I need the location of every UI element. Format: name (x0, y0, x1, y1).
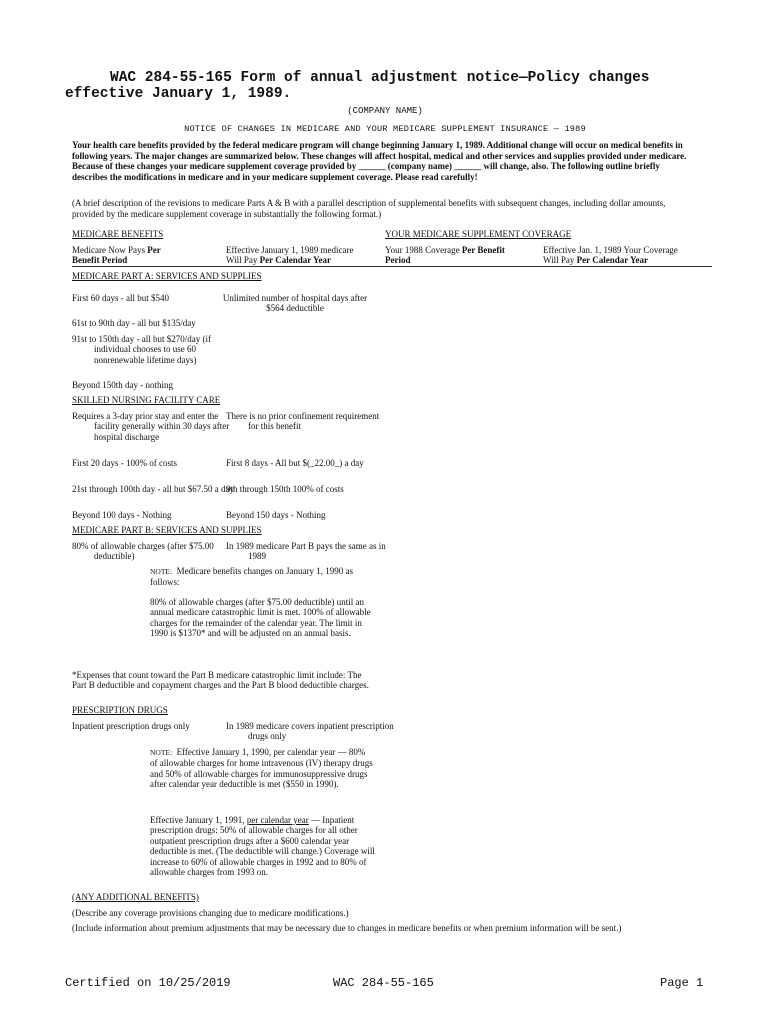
snf-row-1-left: Requires a 3-day prior stay and enter the facility generally within 30 days after hospital discharge (72, 411, 230, 442)
column-header-4: Effective Jan. 1, 1989 Your Coverage Will Pay Per Calendar Year (543, 245, 678, 266)
snf-row-4-left: Beyond 100 days - Nothing (72, 510, 172, 520)
part-a-row-1-right: Unlimited number of hospital days after $564 deductible (222, 293, 368, 314)
snf-row-3-right: 9th through 150th 100% of costs (226, 484, 344, 494)
additional-line-1: (Describe any coverage provisions changing due to medicare modifications.) (72, 908, 349, 918)
brief-description: (A brief description of the revisions to medicare Parts A & B with a parallel description of supplemental benefits with subsequent changes, including dollar amounts, provided by the medicare supplement coverage in substantially the following format.) (72, 198, 666, 219)
rx-row-1-left: Inpatient prescription drugs only (72, 721, 190, 731)
rx-title: PRESCRIPTION DRUGS (72, 705, 168, 715)
snf-row-4-right: Beyond 150 days - Nothing (226, 510, 326, 520)
part-b-row-1-right: In 1989 medicare Part B pays the same as in 1989 (226, 541, 386, 562)
notice-title: NOTICE OF CHANGES IN MEDICARE AND YOUR MEDICARE SUPPLEMENT INSURANCE — 1989 (184, 124, 586, 134)
column-header-1: Medicare Now Pays Per Benefit Period (72, 245, 161, 266)
part-b-footnote: *Expenses that count toward the Part B medicare catastrophic limit include: The Part B deductible and copayment charges and the Part B blood deductible charges. (72, 670, 369, 691)
snf-row-2-left: First 20 days - 100% of costs (72, 458, 177, 468)
part-b-note-1: NOTE: Medicare benefits changes on January 1, 1990 as follows: (150, 566, 354, 588)
section-heading (65, 70, 725, 102)
note-label: NOTE: (150, 567, 173, 576)
rx-row-1-right: In 1989 medicare covers inpatient prescription drugs only (226, 721, 394, 742)
snf-title: SKILLED NURSING FACILITY CARE (72, 395, 221, 405)
medicare-benefits-header: MEDICARE BENEFITS (72, 229, 164, 239)
column-header-3: Your 1988 Coverage Per Benefit Period (385, 245, 505, 266)
header-rule (72, 266, 712, 267)
part-b-row-1-left: 80% of allowable charges (after $75.00 deductible) (72, 541, 214, 562)
part-a-row-1-left: First 60 days - all but $540 (72, 293, 169, 303)
part-b-title: MEDICARE PART B: SERVICES AND SUPPLIES (72, 525, 262, 535)
rx-note-1: NOTE: Effective January 1, 1990, per calendar year — 80% of allowable charges for home intravenous (IV) therapy drugs and 50% of allowable charges for immunosuppressive drugs after calendar year deductible is met ($550 in 1990). (150, 747, 373, 790)
additional-line-2: (Include information about premium adjustments that may be necessary due to changes in medicare benefits or when premium information will be sent.) (72, 923, 622, 933)
footer-wac: WAC 284-55-165 (333, 976, 434, 990)
part-a-row-2-left: 61st to 90th day - all but $135/day (72, 318, 196, 328)
additional-benefits-title: (ANY ADDITIONAL BENEFITS) (72, 892, 199, 902)
snf-row-3-left: 21st through 100th day - all but $67.50 a day (72, 484, 234, 494)
snf-row-2-right: First 8 days - All but $(_22.00_) a day (226, 458, 364, 468)
part-a-row-3-left: 91st to 150th day - all but $270/day (if individual chooses to use 60 nonrenewable lifetime days) (72, 334, 211, 365)
footer-page: Page 1 (660, 976, 704, 990)
intro-paragraph: Your health care benefits provided by the federal medicare program will change beginning January 1, 1989. Additional change will occur on medical benefits in following years. The major changes are summarized below. These changes will affect hospital, medical and other services and supplies provided under medicare. Because of these changes your medicare supplement coverage provided by ______ (company name) ______ will change, also. The following outline briefly describes the modifications in medicare and in your medicare supplement coverage. Please read carefully! (72, 140, 687, 182)
supplement-coverage-header: YOUR MEDICARE SUPPLEMENT COVERAGE (385, 229, 572, 239)
part-a-row-4-left: Beyond 150th day - nothing (72, 380, 173, 390)
note-label: NOTE: (150, 748, 173, 757)
heading-line-1: WAC 284-55-165 Form of annual adjustment notice—Policy changes (110, 70, 650, 86)
part-b-note-2: 80% of allowable charges (after $75.00 deductible) until an annual medicare catastrophic limit is met. 100% of allowable charges for the remainder of the calendar year. The limit in 1990 is $1370* and will be adjusted on an annual basis. (150, 597, 371, 639)
footer-certified: Certified on 10/25/2019 (65, 976, 231, 990)
company-name: (COMPANY NAME) (347, 106, 423, 116)
snf-row-1-right: There is no prior confinement requirement for this benefit (226, 411, 380, 432)
rx-note-2: Effective January 1, 1991, per calendar year — Inpatient prescription drugs: 50% of allowable charges for all other outpatient prescription drugs after a $600 calendar year deductible is met. (The deductible will change.) Coverage will increase to 60% of allowable charges in 1992 and to 80% of allowable charges from 1993 on. (150, 815, 375, 878)
heading-line-2: effective January 1, 1989. (65, 86, 292, 102)
part-a-title: MEDICARE PART A: SERVICES AND SUPPLIES (72, 271, 262, 281)
column-header-2: Effective January 1, 1989 medicare Will Pay Per Calendar Year (226, 245, 354, 266)
